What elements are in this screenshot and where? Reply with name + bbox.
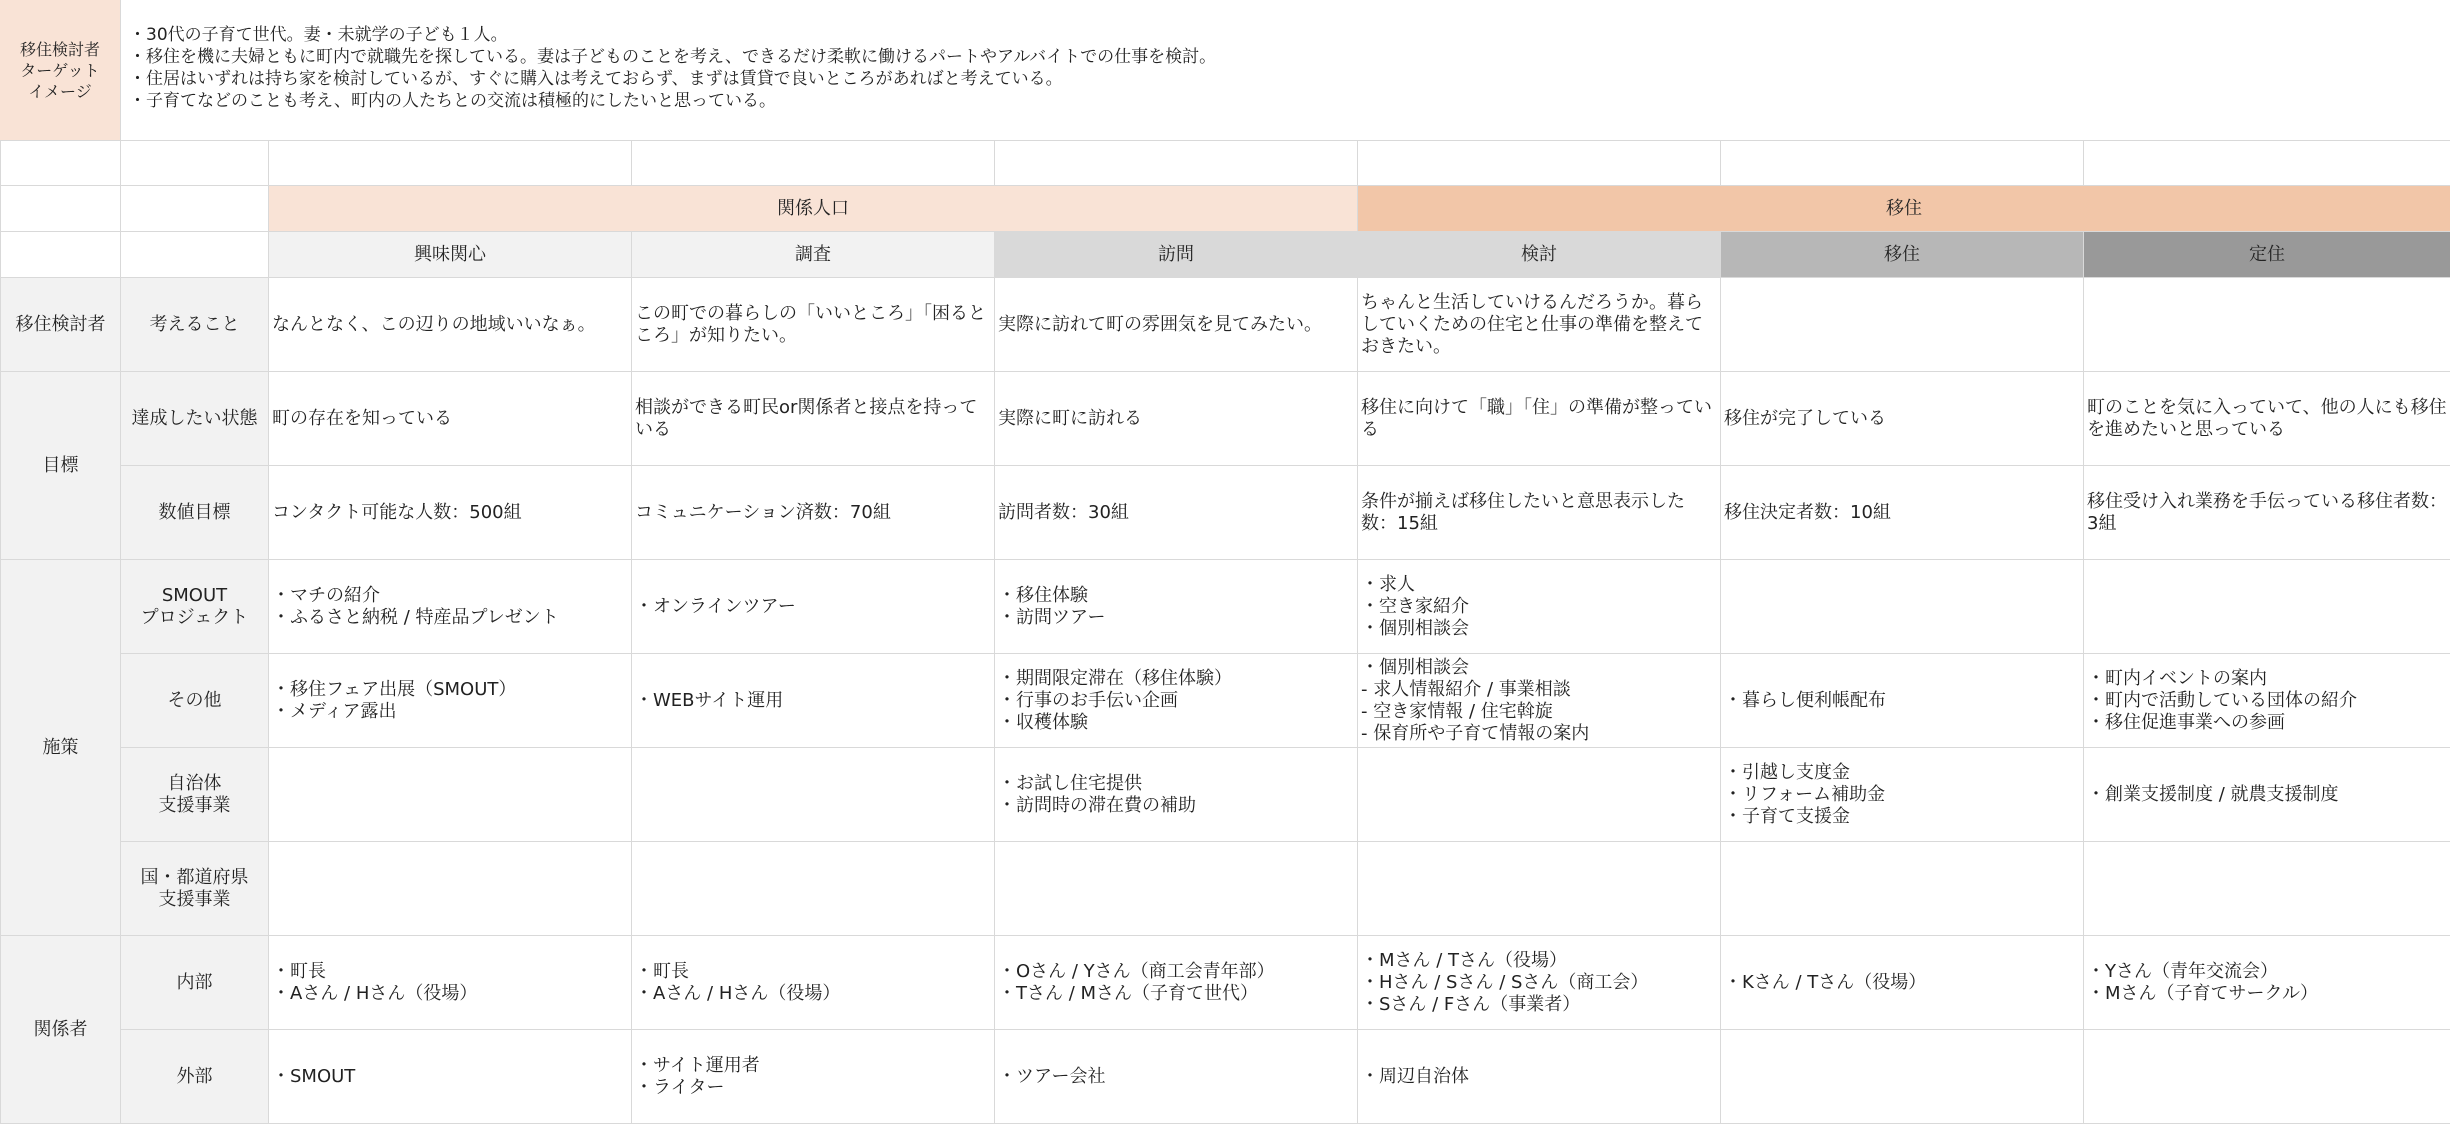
row-local-support [1, 748, 2450, 842]
empty-cell [121, 186, 269, 232]
row-label-national-support: 国・都道府県 支援事業 [121, 842, 269, 936]
empty-cell [269, 141, 632, 186]
local-support-cell: ・お試し住宅提供 ・訪問時の滞在費の補助 [995, 748, 1358, 842]
other-cell: ・個別相談会 - 求人情報紹介 / 事業相談 - 空き家情報 / 住宅斡旋 - 保育所や子育て情報の案内 [1358, 654, 1721, 748]
target-line: ・子育てなどのことも考え、町内の人たちとの交流は積極的にしたいと思っている。 [129, 91, 777, 111]
stage-visit: 訪問 [995, 232, 1358, 278]
phase-row [1, 186, 2450, 232]
external-cell: ・サイト運用者 ・ライター [632, 1030, 995, 1124]
think-cell: なんとなく、この辺りの地域いいなぁ。 [269, 278, 632, 372]
internal-cell: ・Yさん（青年交流会） ・Mさん（子育てサークル） [2084, 936, 2450, 1030]
row-label-think: 考えること [121, 278, 269, 372]
row-label-smout: SMOUT プロジェクト [121, 560, 269, 654]
row-national-support [1, 842, 2450, 936]
target-line: ・30代の子育て世代。妻・未就学の子ども１人。 [129, 25, 508, 45]
national-support-cell [995, 842, 1358, 936]
think-cell [2084, 278, 2450, 372]
national-support-cell [632, 842, 995, 936]
row-smout [1, 560, 2450, 654]
empty-cell [1358, 141, 1721, 186]
external-cell: ・ツアー会社 [995, 1030, 1358, 1124]
row-think [1, 278, 2450, 372]
target-image-section [0, 0, 2450, 141]
local-support-cell [1358, 748, 1721, 842]
internal-cell: ・町長 ・Aさん / Hさん（役場） [632, 936, 995, 1030]
kpi-cell: 移住決定者数：10組 [1721, 466, 2084, 560]
state-cell: 町のことを気に入っていて、他の人にも移住を進めたいと思っている [2084, 372, 2450, 466]
state-cell: 実際に町に訪れる [995, 372, 1358, 466]
stage-row [1, 232, 2450, 278]
kpi-cell: コミュニケーション済数：70組 [632, 466, 995, 560]
phase-relation-population: 関係人口 [269, 186, 1358, 232]
state-cell: 相談ができる町民or関係者と接点を持っている [632, 372, 995, 466]
internal-cell: ・Oさん / Yさん（商工会青年部） ・Tさん / Mさん（子育て世代） [995, 936, 1358, 1030]
kpi-cell: 移住受け入れ業務を手伝っている移住者数：3組 [2084, 466, 2450, 560]
group-label-measures: 施策 [1, 560, 121, 936]
smout-cell: ・求人 ・空き家紹介 ・個別相談会 [1358, 560, 1721, 654]
other-cell: ・移住フェア出展（SMOUT） ・メディア露出 [269, 654, 632, 748]
think-cell: この町での暮らしの「いいところ」「困るところ」が知りたい。 [632, 278, 995, 372]
group-label-goal: 目標 [1, 372, 121, 560]
row-internal [1, 936, 2450, 1030]
row-state [1, 372, 2450, 466]
stage-research: 調査 [632, 232, 995, 278]
think-cell: ちゃんと生活していけるんだろうか。暮らしていくための住宅と仕事の準備を整えておきたい。 [1358, 278, 1721, 372]
internal-cell: ・Mさん / Tさん（役場） ・Hさん / Sさん / Sさん（商工会） ・Sさん / Fさん（事業者） [1358, 936, 1721, 1030]
external-cell [2084, 1030, 2450, 1124]
other-cell: ・町内イベントの案内 ・町内で活動している団体の紹介 ・移住促進事業への参画 [2084, 654, 2450, 748]
state-cell: 移住が完了している [1721, 372, 2084, 466]
row-label-kpi: 数値目標 [121, 466, 269, 560]
row-label-internal: 内部 [121, 936, 269, 1030]
row-label-local-support: 自治体 支援事業 [121, 748, 269, 842]
empty-cell [1721, 141, 2084, 186]
target-line: ・移住を機に夫婦ともに町内で就職先を探している。妻は子どものことを考え、できるだけ柔軟に働けるパートやアルバイトでの仕事を検討。 [129, 47, 1217, 67]
local-support-cell: ・引越し支度金 ・リフォーム補助金 ・子育て支援金 [1721, 748, 2084, 842]
row-other [1, 654, 2450, 748]
group-label-person: 移住検討者 [1, 278, 121, 372]
smout-cell [1721, 560, 2084, 654]
smout-cell [2084, 560, 2450, 654]
stage-settle: 定住 [2084, 232, 2450, 278]
local-support-cell [632, 748, 995, 842]
external-cell: ・SMOUT [269, 1030, 632, 1124]
row-label-state: 達成したい状態 [121, 372, 269, 466]
spacer-row [1, 141, 2450, 186]
row-label-external: 外部 [121, 1030, 269, 1124]
national-support-cell [269, 842, 632, 936]
kpi-cell: 訪問者数：30組 [995, 466, 1358, 560]
group-label-stakeholders: 関係者 [1, 936, 121, 1124]
smout-cell: ・移住体験 ・訪問ツアー [995, 560, 1358, 654]
other-cell: ・WEBサイト運用 [632, 654, 995, 748]
row-label-other: その他 [121, 654, 269, 748]
national-support-cell [1721, 842, 2084, 936]
empty-cell [121, 141, 269, 186]
stage-interest: 興味関心 [269, 232, 632, 278]
other-cell: ・暮らし便利帳配布 [1721, 654, 2084, 748]
smout-cell: ・マチの紹介 ・ふるさと納税 / 特産品プレゼント [269, 560, 632, 654]
row-external [1, 1030, 2450, 1124]
state-cell: 移住に向けて「職」「住」の準備が整っている [1358, 372, 1721, 466]
stage-consider: 検討 [1358, 232, 1721, 278]
internal-cell: ・Kさん / Tさん（役場） [1721, 936, 2084, 1030]
state-cell: 町の存在を知っている [269, 372, 632, 466]
local-support-cell [269, 748, 632, 842]
target-image-description [121, 0, 2450, 140]
empty-cell [1, 141, 121, 186]
local-support-cell: ・創業支援制度 / 就農支援制度 [2084, 748, 2450, 842]
smout-cell: ・オンラインツアー [632, 560, 995, 654]
empty-cell [632, 141, 995, 186]
think-cell [1721, 278, 2084, 372]
empty-cell [1, 232, 121, 278]
target-line: ・住居はいずれは持ち家を検討しているが、すぐに購入は考えておらず、まずは賃貸で良いところがあればと考えている。 [129, 69, 1063, 89]
empty-cell [121, 232, 269, 278]
kpi-cell: 条件が揃えば移住したいと意思表示した数：15組 [1358, 466, 1721, 560]
target-image-label: 移住検討者 ターゲット イメージ [0, 0, 121, 140]
phase-migration: 移住 [1358, 186, 2450, 232]
kpi-cell: コンタクト可能な人数：500組 [269, 466, 632, 560]
empty-cell [995, 141, 1358, 186]
external-cell [1721, 1030, 2084, 1124]
row-kpi [1, 466, 2450, 560]
empty-cell [2084, 141, 2450, 186]
internal-cell: ・町長 ・Aさん / Hさん（役場） [269, 936, 632, 1030]
stage-migrate: 移住 [1721, 232, 2084, 278]
empty-cell [1, 186, 121, 232]
national-support-cell [2084, 842, 2450, 936]
national-support-cell [1358, 842, 1721, 936]
external-cell: ・周辺自治体 [1358, 1030, 1721, 1124]
think-cell: 実際に訪れて町の雰囲気を見てみたい。 [995, 278, 1358, 372]
other-cell: ・期間限定滞在（移住体験） ・行事のお手伝い企画 ・収穫体験 [995, 654, 1358, 748]
journey-table [0, 140, 2450, 1124]
